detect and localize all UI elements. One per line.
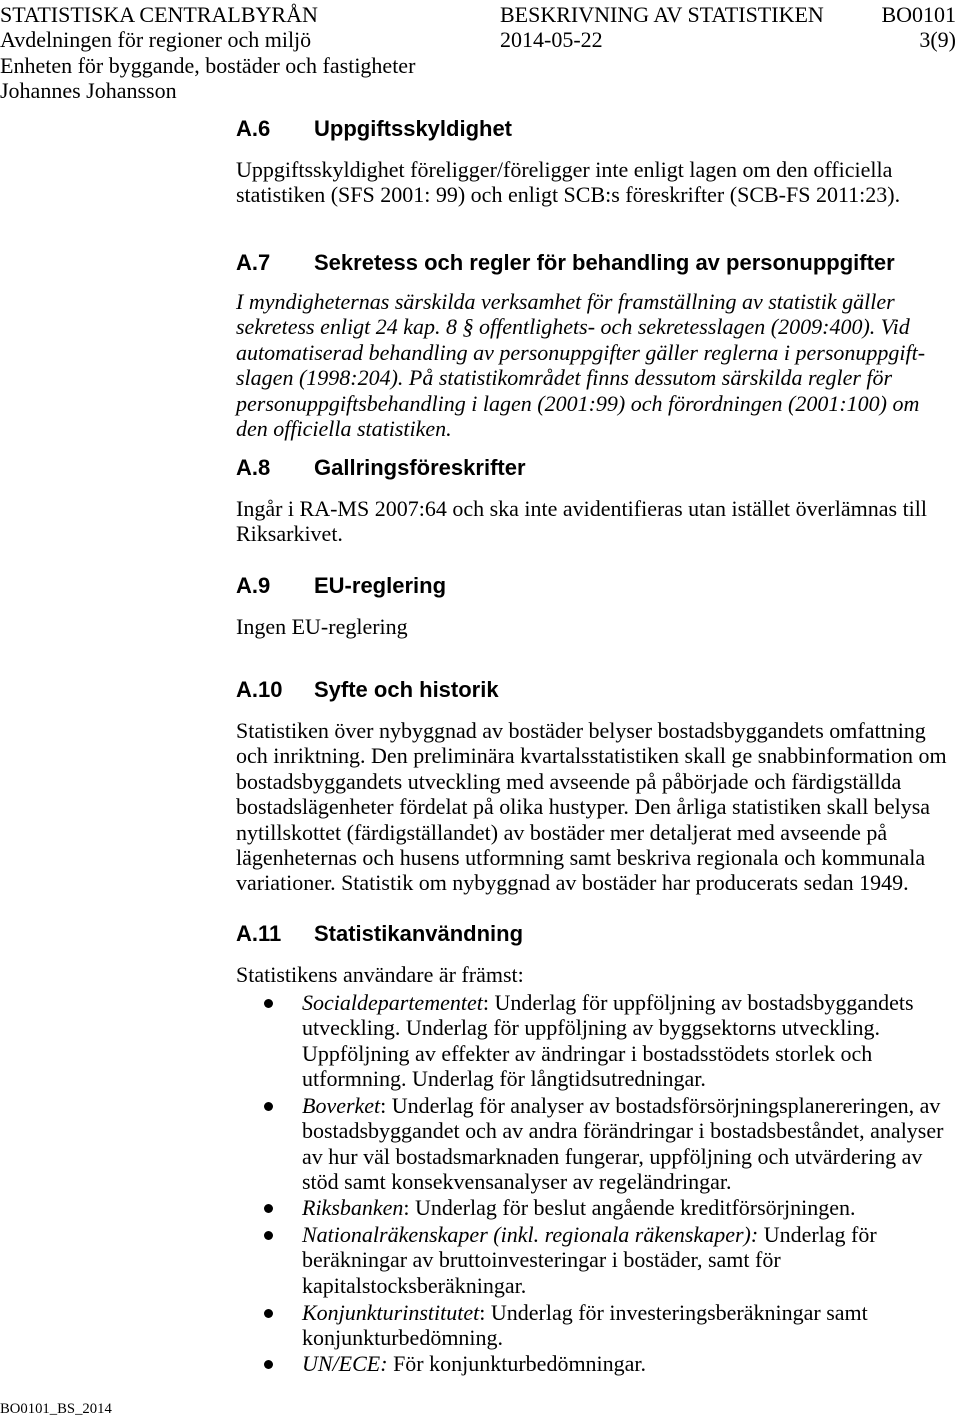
section-body-a10	[236, 718, 956, 896]
bullet-icon	[264, 1309, 273, 1318]
list-item-term: Socialdepartementet	[302, 990, 483, 1015]
department-name: Avdelningen för regioner och miljö	[0, 27, 312, 53]
bullet-icon	[264, 999, 273, 1008]
text-line: personuppgiftsbehandling i lagen (2001:99) och förordningen (2001:100) om	[236, 390, 920, 416]
text-line: sekretess enligt 24 kap. 8 § offentlighets- och sekretesslagen (2009:400). Vid	[236, 314, 910, 340]
section-body-a6	[236, 157, 956, 208]
list-item-term: Nationalräkenskaper (inkl. regionala räkenskaper):	[302, 1222, 759, 1247]
section-number: A.7	[236, 250, 271, 275]
text-line: bostadsbyggandet och av andra förändringar i bostadsbeståndet, analyser	[302, 1118, 944, 1144]
text-line	[302, 1195, 952, 1220]
text-line: beräkningar av bruttoinvesteringar i bostäder, samt för	[302, 1247, 781, 1273]
list-item-text: : Underlag för beslut angående kreditförsörjningen.	[403, 1195, 856, 1220]
list-item-term: UN/ECE:	[302, 1351, 388, 1376]
section-body-a8	[236, 496, 956, 547]
document-code: BO0101	[881, 2, 956, 27]
text-line	[302, 1222, 952, 1247]
section-heading-a8	[236, 455, 936, 480]
text-line: variationer. Statistik om nybyggnad av bostäder har producerats sedan 1949.	[236, 870, 909, 896]
section-title: Sekretess och regler för behandling av personuppgifter	[314, 250, 895, 275]
text-line: Statistiken över nybyggnad av bostäder belyser bostadsbyggandets omfattning	[236, 718, 926, 743]
section-number: A.8	[236, 455, 271, 480]
section-number: A.9	[236, 573, 271, 598]
document-type: BESKRIVNING AV STATISTIKEN	[500, 2, 824, 27]
page-number: 3(9)	[919, 27, 956, 53]
text-line: kapitalstocksberäkningar.	[302, 1272, 527, 1298]
bullet-icon	[264, 1102, 273, 1111]
text-line: och inriktning. Den preliminära kvartalsstatistiken skall ge snabbinformation om	[236, 743, 947, 769]
text-line: Uppgiftsskyldighet föreligger/föreligger inte enligt lagen om den officiella	[236, 157, 893, 182]
text-line: slagen (1998:204). På statistikområdet finns dessutom särskilda regler för	[236, 365, 893, 391]
text-line: automatiserad behandling av personuppgifter gäller reglerna i personuppgift-	[236, 339, 926, 365]
list-item	[302, 1093, 952, 1195]
document-header	[0, 2, 960, 104]
text-line: statistiken (SFS 2001: 99) och enligt SCB:s föreskrifter (SCB-FS 2011:23).	[236, 182, 901, 208]
list-item-text: För konjunkturbedömningar.	[387, 1351, 647, 1376]
section-title: EU-reglering	[314, 573, 447, 598]
text-line: Ingår i RA-MS 2007:64 och ska inte avidentifieras utan istället överlämnas till	[236, 496, 928, 521]
bullet-icon	[264, 1360, 273, 1369]
unit-name: Enheten för byggande, bostäder och fastigheter	[0, 52, 416, 78]
section-title: Uppgiftsskyldighet	[314, 116, 513, 141]
text-line: utformning. Underlag för långtidsutredningar.	[302, 1066, 706, 1092]
list-item-term: Konjunkturinstitutet	[302, 1300, 480, 1325]
list-item-text: : Underlag för uppföljning av bostadsbyggandets	[482, 990, 914, 1015]
section-number: A.6	[236, 116, 271, 141]
text-line	[302, 1300, 952, 1325]
list-item	[302, 1222, 952, 1298]
text-line: Statistikens användare är främst:	[236, 962, 524, 987]
list-item	[302, 1195, 952, 1220]
section-number: A.10	[236, 677, 283, 702]
bullet-icon	[264, 1231, 273, 1240]
text-line	[302, 990, 952, 1015]
section-title: Gallringsföreskrifter	[314, 455, 526, 480]
text-line: konjunkturbedömning.	[302, 1325, 504, 1351]
section-title: Syfte och historik	[314, 677, 499, 702]
header-row	[0, 2, 960, 27]
section-body-a9	[236, 614, 956, 639]
text-line: lägenheternas och husens utformning samt beskriva regionala och kommunala	[236, 844, 926, 870]
list-item-text: : Underlag för investeringsberäkningar samt	[479, 1300, 868, 1325]
header-row	[0, 78, 960, 103]
text-line: Uppföljning av effekter av ändringar i bostadsstödets storlek och	[302, 1040, 873, 1066]
section-body-a7	[236, 289, 956, 441]
text-line: stöd samt konsekvensanalyser av regeländringar.	[302, 1169, 732, 1195]
text-line: I myndigheternas särskilda verksamhet för framställning av statistik gäller	[236, 289, 895, 314]
document-date: 2014-05-22	[500, 27, 603, 53]
list-item	[302, 1351, 952, 1376]
list-item-text: : Underlag för analyser av bostadsförsörjningsplanereringen, av	[380, 1093, 941, 1118]
bullet-icon	[264, 1204, 273, 1213]
list-item-term: Boverket	[302, 1093, 381, 1118]
section-heading-a7	[236, 250, 936, 275]
header-row	[0, 27, 960, 52]
section-intro-a11	[236, 962, 956, 987]
section-heading-a10	[236, 677, 936, 702]
text-line	[302, 1093, 952, 1118]
footer-document-code: BO0101_BS_2014	[0, 1401, 112, 1417]
list-item	[302, 990, 952, 1092]
list-item	[302, 1300, 952, 1351]
header-row	[0, 53, 960, 78]
text-line: nytillskottet (färdigställandet) av bostäder mer detaljerat med avseende på	[236, 819, 888, 845]
section-heading-a9	[236, 573, 936, 598]
text-line: bostadslägenheter fördelat på olika hustyper. Den årliga statistiken skall belysa	[236, 794, 931, 820]
text-line: utveckling. Underlag för uppföljning av byggsektorns utveckling.	[302, 1015, 880, 1041]
text-line: av hur väl bostadsmarknaden fungerar, uppföljning och utvärdering av	[302, 1143, 923, 1169]
text-line: den officiella statistiken.	[236, 415, 452, 441]
section-heading-a6	[236, 116, 936, 141]
section-title: Statistikanvändning	[314, 921, 524, 946]
text-line: Riksarkivet.	[236, 521, 343, 547]
text-line	[302, 1351, 952, 1376]
section-number: A.11	[236, 921, 282, 946]
section-heading-a11	[236, 921, 936, 946]
organization-name: STATISTISKA CENTRALBYRÅN	[0, 2, 318, 27]
list-item-term: Riksbanken	[302, 1195, 404, 1220]
author-name: Johannes Johansson	[0, 78, 177, 104]
text-line: bostadsbyggandets utveckling med avseende på påbörjade och färdigställda	[236, 768, 902, 794]
list-item-text: Underlag för	[758, 1222, 877, 1247]
text-line: Ingen EU-reglering	[236, 614, 408, 639]
